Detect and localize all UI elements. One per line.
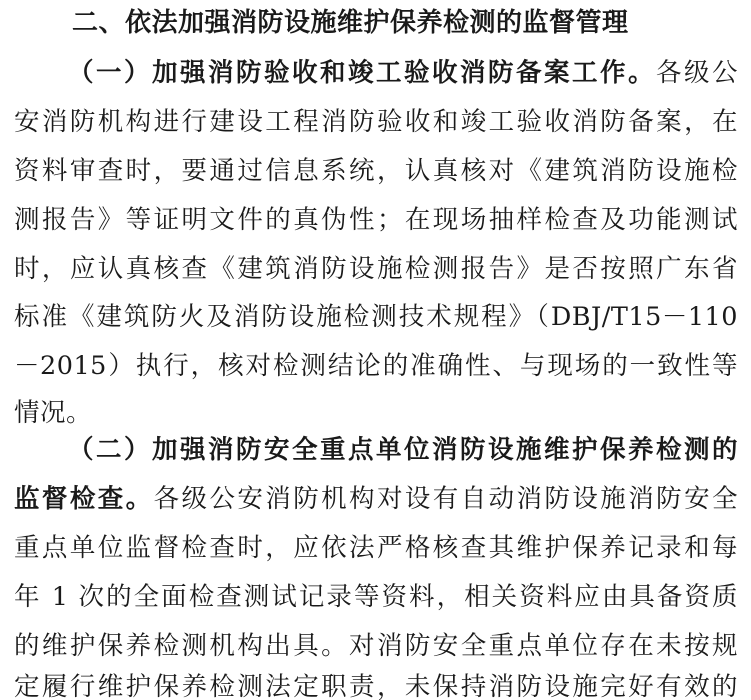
section1-first-line — [68, 56, 738, 90]
section-heading: 二、依法加强消防设施维护保养检测的监督管理 — [72, 8, 629, 38]
paragraph-line: 重点单位监督检查时，应依法严格核查其维护保养记录和每 — [14, 533, 738, 563]
paragraph-line: 资料审查时，要通过信息系统，认真核对《建筑消防设施检 — [14, 156, 738, 186]
section2-second-line — [14, 482, 738, 516]
paragraph-text: 各级公 — [655, 58, 738, 88]
paragraph-line: 测报告》等证明文件的真伪性；在现场抽样检查及功能测试 — [14, 205, 738, 235]
section2-title-continuation: 监督检查。 — [14, 484, 154, 514]
paragraph-line: －2015）执行，核对检测结论的准确性、与现场的一致性等 — [14, 351, 738, 381]
paragraph-line: 情况。 — [14, 398, 93, 428]
paragraph-line: 时，应认真核查《建筑消防设施检测报告》是否按照广东省 — [14, 254, 738, 284]
section1-title: （一）加强消防验收和竣工验收消防备案工作。 — [68, 58, 656, 88]
paragraph-line: 安消防机构进行建设工程消防验收和竣工验收消防备案，在 — [14, 107, 738, 137]
paragraph-line: 定履行维护保养检测法定职责，未保持消防设施完好有效的 — [14, 672, 738, 700]
paragraph-line: 的维护保养检测机构出具。对消防安全重点单位存在未按规 — [14, 631, 738, 661]
section2-title: （二）加强消防安全重点单位消防设施维护保养检测的 — [68, 435, 738, 465]
paragraph-line: 标准《建筑防火及消防设施检测技术规程》（DBJ/T15－110 — [14, 302, 738, 332]
paragraph-text: 各级公安消防机构对设有自动消防设施消防安全 — [153, 484, 738, 514]
paragraph-line: 年 1 次的全面检查测试记录等资料，相关资料应由具备资质 — [14, 582, 738, 612]
